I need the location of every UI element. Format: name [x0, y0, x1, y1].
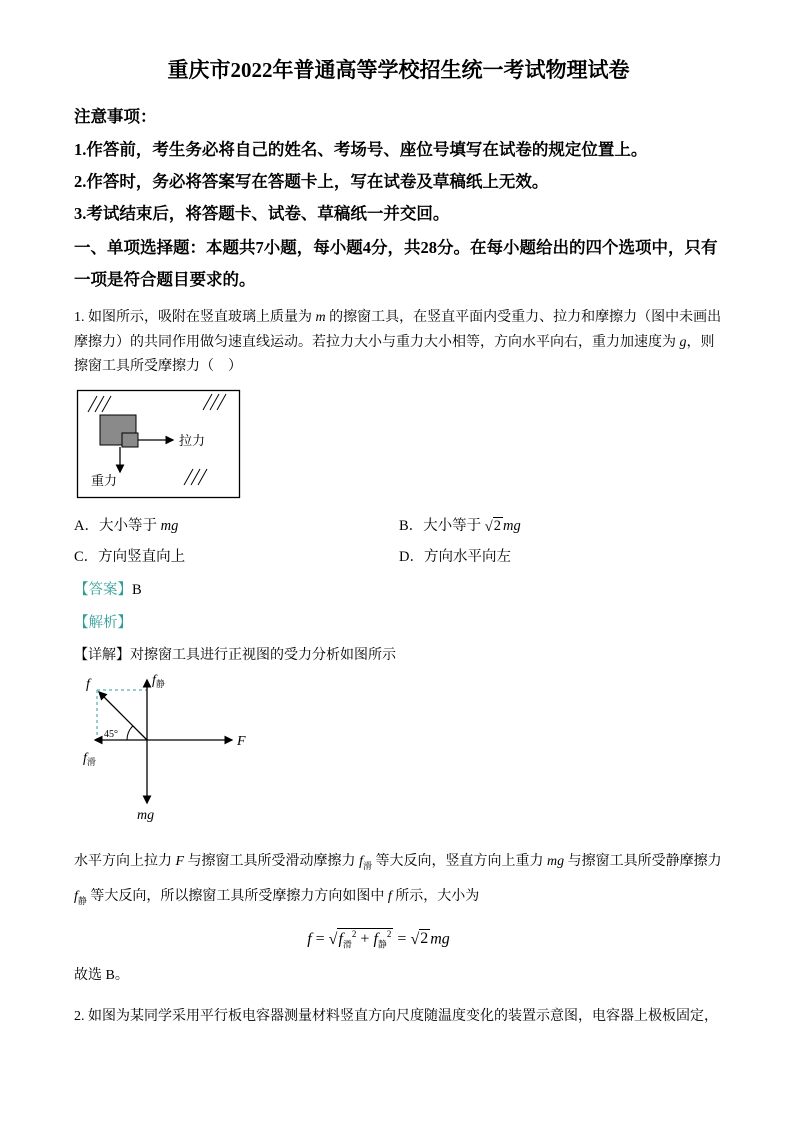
radical-sign: √: [328, 930, 338, 948]
answer-tag: 【答案】: [74, 581, 132, 598]
glass-tool-diagram: [76, 389, 241, 499]
notice-item-2: 2.作答时，务必将答案写在答题卡上，写在试卷及草稿纸上无效。: [74, 171, 549, 191]
var-g: g: [679, 334, 687, 350]
option-c: [74, 545, 399, 566]
hatch-mark-top-right: [203, 394, 226, 410]
para-text: 等大反向，所以擦窗工具所受摩擦力方向如图中: [86, 888, 388, 904]
options-row-2: [74, 545, 723, 566]
options-row-1: [74, 514, 723, 535]
question-1-stem: [74, 306, 723, 378]
detail-text: 对擦窗工具进行正视图的受力分析如图所示: [130, 647, 396, 663]
angle-arc: [127, 726, 133, 740]
stem-text: 的擦窗工具，在竖直平面内受重力、拉力和摩擦力（图中未画出摩擦力）的共同作用做匀速直线运动。若拉力大小与重力大小相等，方向水平向右，重力加速度为: [74, 310, 722, 350]
para-text: 所示，大小为: [391, 888, 480, 904]
term-f-slide-sub: 滑: [342, 939, 352, 950]
force-diagram: [82, 670, 247, 825]
option-a-var: mg: [160, 517, 179, 534]
answer-value: B: [132, 581, 142, 598]
term-f-static-sub: 静: [377, 939, 387, 950]
var-mg: mg: [546, 853, 565, 869]
detail-line: [74, 644, 723, 664]
question-1-figure: [76, 389, 723, 504]
gravity-label: 重力: [91, 472, 118, 488]
option-c-text: 方向竖直向上: [98, 548, 186, 565]
sqrt-2-expression: [410, 929, 430, 948]
label-f-slide: $f_滑$: [83, 750, 96, 767]
var-f-static: f: [74, 888, 78, 904]
option-a-letter: A．: [74, 517, 99, 534]
option-b-letter: B．: [399, 517, 424, 534]
option-b: [399, 514, 723, 535]
notice-item-3: 3.考试结束后，将答题卡、试卷、草稿纸一并交回。: [74, 203, 450, 223]
radical-sign-2: √: [410, 930, 420, 948]
answer-line: [74, 578, 723, 599]
option-d-letter: D．: [399, 548, 424, 565]
sqrt-2: [485, 517, 503, 535]
radicand: [337, 928, 393, 951]
option-a-text: 大小等于: [98, 517, 161, 534]
option-b-text: 大小等于: [423, 517, 485, 534]
radical-sign: √: [484, 518, 493, 535]
notice-item-1: 1.作答前，考生务必将自己的姓名、考场号、座位号填写在试卷的规定位置上。: [74, 139, 648, 159]
hatch-mark-bottom: [184, 469, 207, 485]
analysis-tag: 【解析】: [74, 614, 132, 631]
force-analysis-figure: [82, 670, 723, 830]
cleaning-tool-handle: [122, 433, 138, 447]
plus-sign: +: [356, 929, 374, 947]
paper-title: 重庆市2022年普通高等学校招生统一考试物理试卷: [167, 58, 630, 82]
equals-sign-2: =: [397, 929, 407, 947]
var-f: f: [387, 888, 392, 904]
sqrt-expression: [329, 928, 394, 951]
radicand: 2: [493, 517, 502, 534]
notice-heading: 注意事项：: [74, 107, 157, 127]
explanation-paragraph: [74, 844, 723, 914]
var-m: m: [315, 310, 326, 326]
label-F: F: [237, 733, 246, 749]
option-d-text: 方向水平向左: [423, 548, 511, 565]
question-2-stem: 2. 如图为某同学采用平行板电容器测量材料竖直方向尺度随温度变化的装置示意图，电容器上极板固定，: [74, 1009, 718, 1025]
para-text: 与擦窗工具所受滑动摩擦力: [184, 853, 360, 869]
term-f-slide-sup: 2: [351, 928, 357, 939]
option-b-var: mg: [503, 517, 521, 534]
stem-text: ，则擦窗工具所受摩擦力（ ）: [74, 334, 715, 374]
conclusion-line: 故选 B。: [74, 968, 129, 984]
var-f-slide-sub: 滑: [362, 860, 372, 871]
angle-label: 45°: [104, 728, 118, 740]
radicand-2: 2: [420, 929, 429, 947]
pull-force-label: 拉力: [179, 432, 206, 448]
para-text: 等大反向，竖直方向上重力: [371, 853, 547, 869]
formula-rhs: mg: [430, 929, 450, 947]
equals-sign: =: [315, 929, 325, 947]
label-f: f: [86, 676, 90, 692]
analysis-line: [74, 611, 723, 632]
hatch-mark-top-left: [88, 396, 111, 412]
para-text: 水平方向上拉力: [74, 853, 176, 869]
section-heading: 一、单项选择题：本题共7小题，每小题4分，共28分。在每小题给出的四个选项中，只有一项是符合题目要求的。: [74, 238, 718, 290]
formula-lhs: f: [307, 929, 312, 947]
stem-text: 1. 如图所示，吸附在竖直玻璃上质量为: [74, 310, 316, 326]
term-f-static-sup: 2: [386, 928, 392, 939]
option-c-letter: C．: [74, 548, 99, 565]
para-text: 与擦窗工具所受静摩擦力: [564, 853, 722, 869]
var-F: F: [175, 853, 185, 869]
result-formula: [74, 928, 683, 951]
label-f-static: $f_静$: [152, 672, 165, 689]
option-a: [74, 514, 399, 535]
var-f-slide: f: [359, 853, 363, 869]
label-mg: mg: [137, 807, 155, 823]
option-d: [399, 545, 723, 566]
term-f-static: f: [373, 929, 378, 947]
detail-tag: 【详解】: [74, 647, 130, 663]
term-f-slide: f: [338, 929, 343, 947]
var-f-static-sub: 静: [77, 895, 87, 906]
